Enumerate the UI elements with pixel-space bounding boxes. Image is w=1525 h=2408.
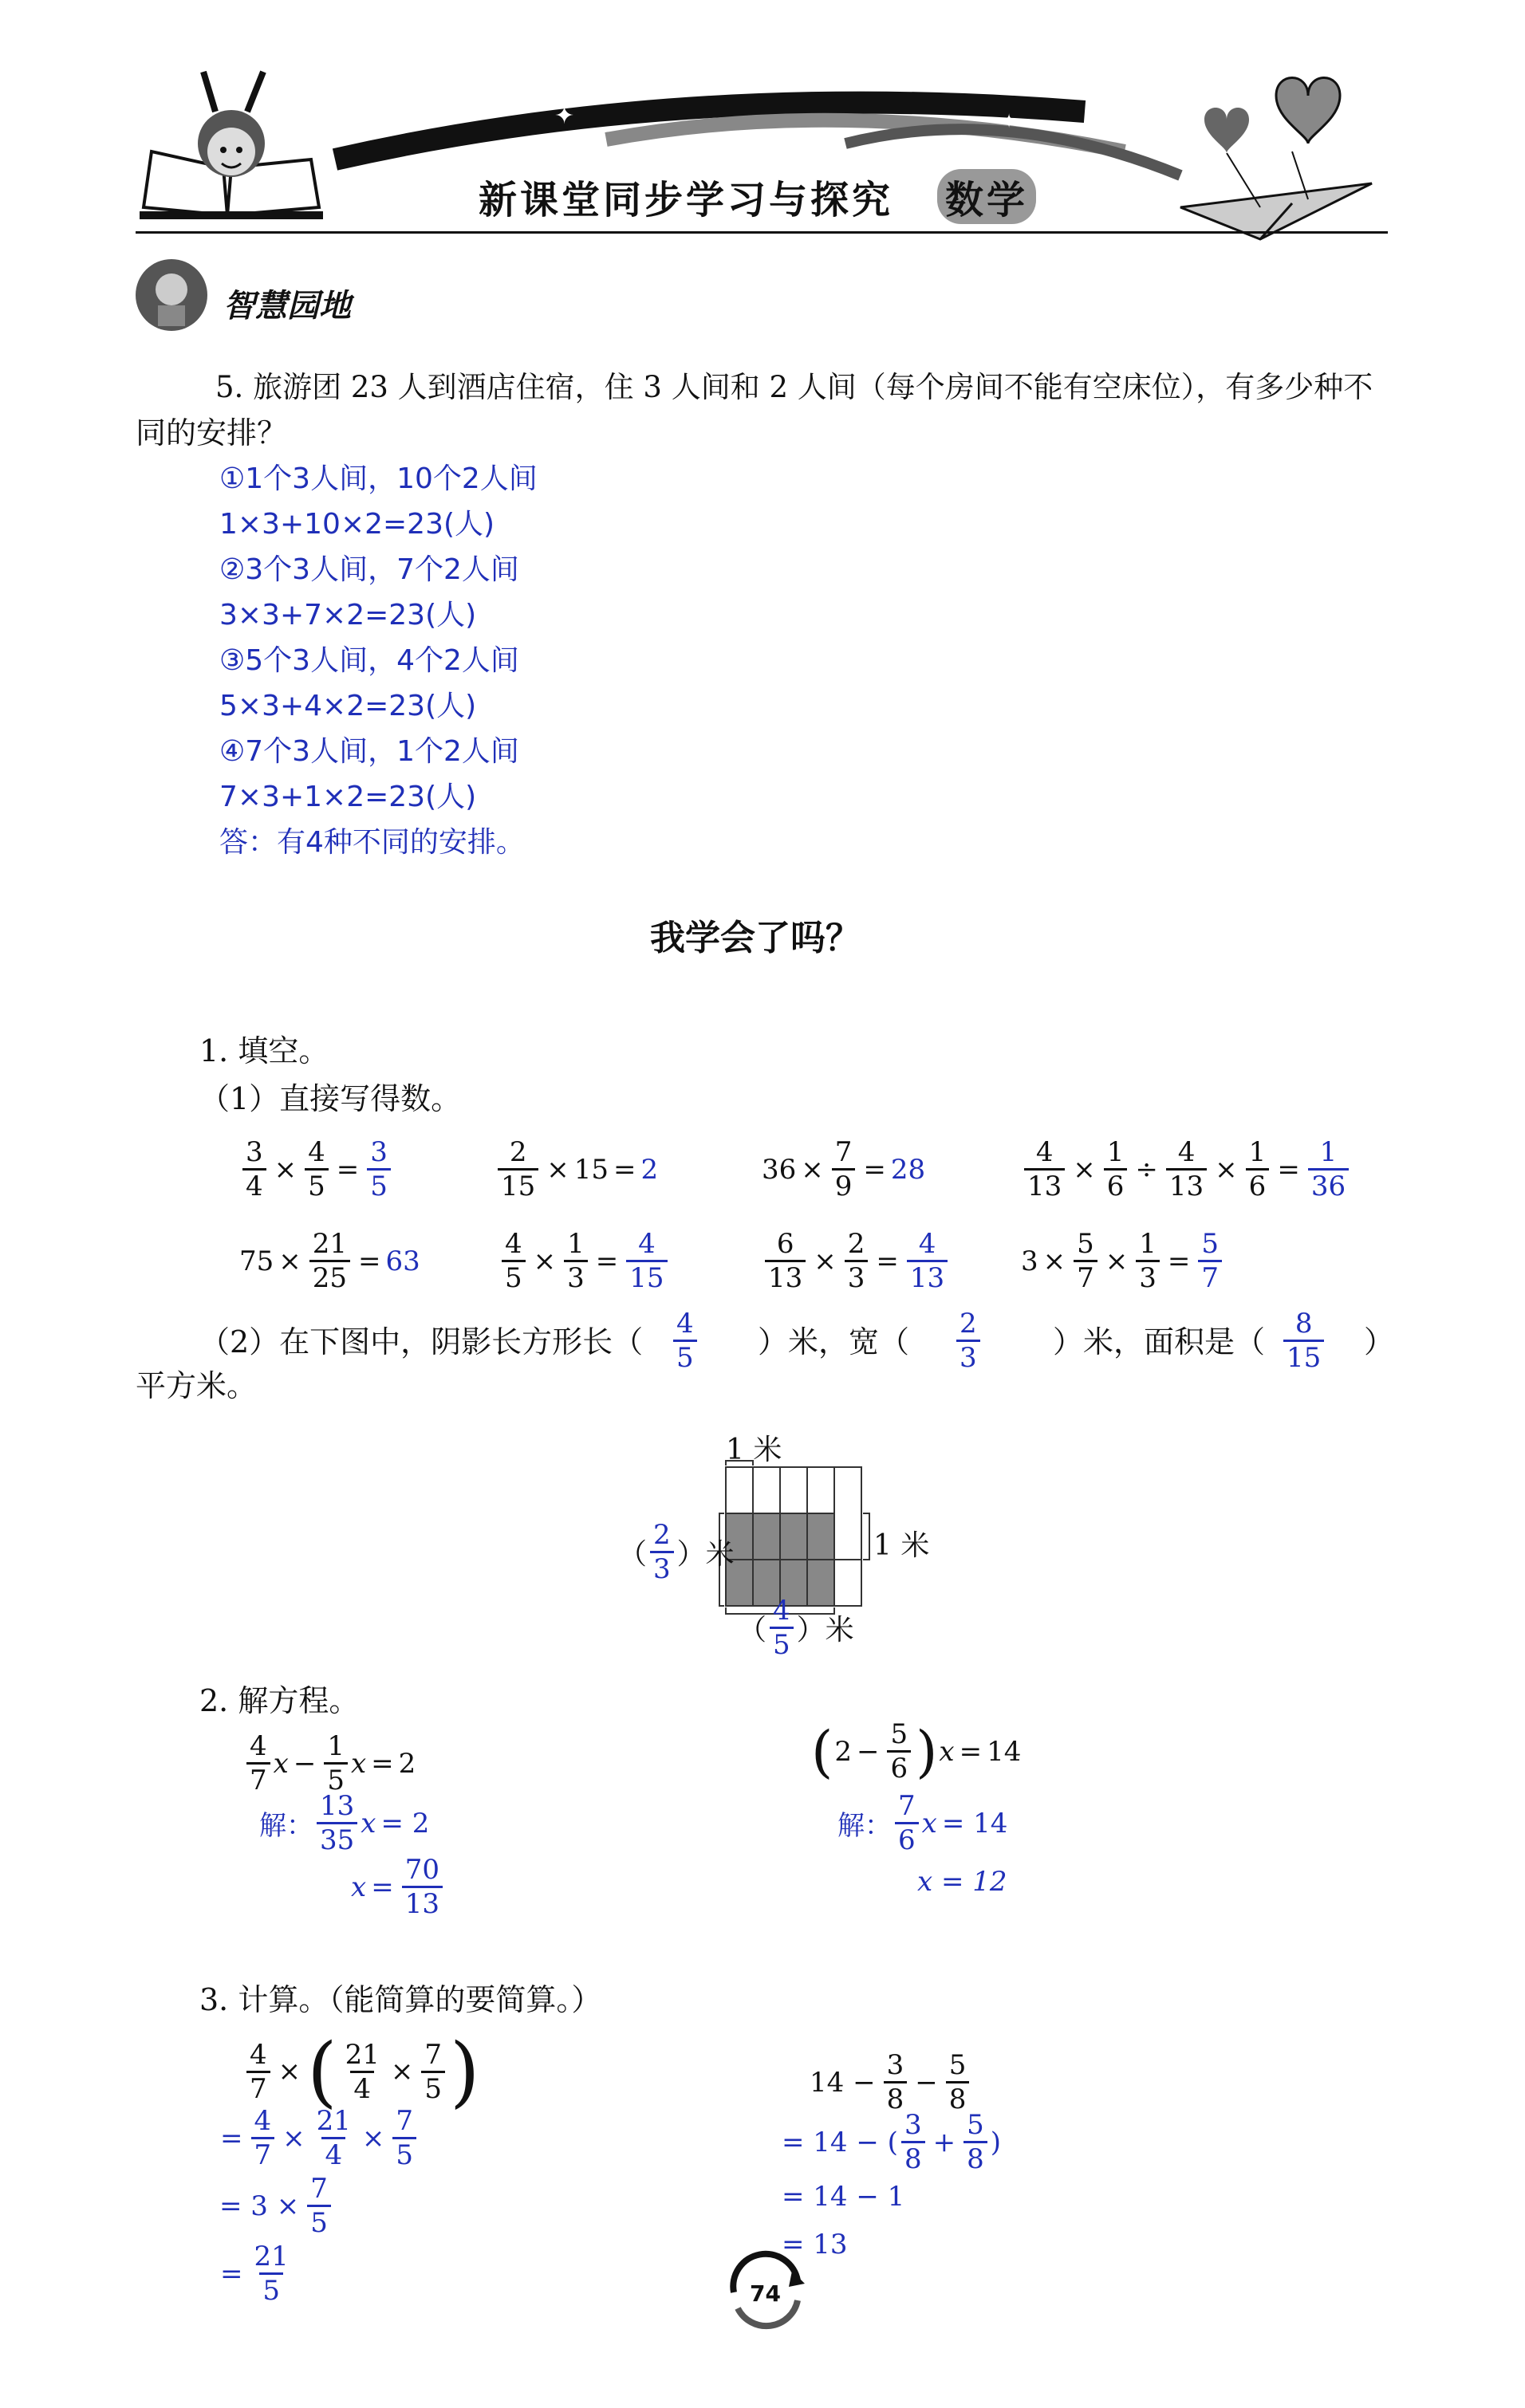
q3-right-line4: = 13 (782, 2229, 848, 2260)
q5-answer-line: ③5个3人间，4个2人间 (219, 644, 519, 677)
eq-3-answer: 28 (890, 1153, 926, 1186)
width-answer: $\frac{2}{3}$ (956, 1308, 980, 1374)
q3-left-line1: $\frac{4}{7}$ × ( $\frac{21}{4}$ × $\frac{7}{5}$ ) (243, 2033, 481, 2110)
eq-3: 36 × $\frac{7}{9}$ = 28 (762, 1136, 926, 1202)
q5-answer-line: 3×3+7×2=23(人) (219, 599, 477, 632)
eq-6-answer: $\frac{4}{15}$ (626, 1228, 667, 1294)
q3-right-line2: = 14 − ( $\frac{3}{8}$ + $\frac{5}{8}$ ) (782, 2109, 1001, 2175)
q1-sub1: （1）直接写得数。 (199, 1081, 462, 1116)
header-rule (136, 231, 1388, 234)
q3-right-line3: = 14 − 1 (782, 2181, 905, 2213)
subject-badge (937, 169, 1036, 224)
figure-top-label: 1 米 (726, 1434, 782, 1466)
eq-4: $\frac{4}{13}$ × $\frac{1}{6}$ ÷ $\frac{4}{13}$ × $\frac{1}{6}$ = $\frac{1}{36}$ (1021, 1136, 1352, 1202)
q1-sub2-line2: 平方米。 (136, 1368, 258, 1403)
q3-left-line2: = $\frac{4}{7}$ × $\frac{21}{4}$ × $\frac{7}{5}$ (215, 2105, 420, 2171)
q1-sub2-text-d: ） (1364, 1324, 1395, 1359)
q1-sub2-text-a: （2）在下图中，阴影长方形长（ (199, 1324, 644, 1359)
q2-left-step1: 解： $\frac{13}{35}$ x = 2 (259, 1790, 430, 1856)
wisdom-icon (136, 259, 207, 331)
q3-left-line3: = 3 × $\frac{7}{5}$ (219, 2173, 334, 2239)
figure-right-label: 1 米 (873, 1529, 930, 1562)
q5-answer-line: 答：有4种不同的安排。 (219, 826, 525, 859)
eq-2-answer: 2 (640, 1153, 659, 1186)
eq-7-answer: $\frac{4}{13}$ (907, 1228, 948, 1294)
q5-answer-line: ④7个3人间，1个2人间 (219, 735, 519, 768)
section2-title: 我学会了吗？ (650, 918, 861, 958)
q2-left-equation: $\frac{4}{7}$ x − $\frac{1}{5}$ x = 2 (243, 1730, 416, 1796)
q5-answers (219, 456, 538, 865)
eq-5: 75 × $\frac{21}{25}$ = 63 (239, 1228, 420, 1294)
q5-answer-line: ②3个3人间，7个2人间 (219, 553, 519, 586)
eq-7: $\frac{6}{13}$ × $\frac{2}{3}$ = $\frac{4}{13}$ (762, 1228, 951, 1294)
q1-sub2-text-b: ）米，宽（ (758, 1324, 910, 1359)
q5-line2: 同的安排？ (136, 415, 288, 451)
page-number: 74 (750, 2280, 781, 2307)
book-title: 新课堂同步学习与探究 (479, 178, 894, 222)
subject-label: 数学 (937, 169, 1036, 224)
area-answer: $\frac{8}{15}$ (1283, 1308, 1324, 1374)
eq-6: $\frac{4}{5}$ × $\frac{1}{3}$ = $\frac{4}{15}$ (498, 1228, 671, 1294)
eq-2: $\frac{2}{15}$ × 15 = 2 (495, 1136, 658, 1202)
q3-right-line1: 14 − $\frac{3}{8}$ − $\frac{5}{8}$ (810, 2049, 972, 2115)
q5-answer-line: ①1个3人间，10个2人间 (219, 462, 538, 495)
eq-5-answer: 63 (385, 1245, 420, 1277)
svg-text:✦: ✦ (554, 102, 575, 130)
figure-left-label: （ $\frac{2}{3}$ ）米 (618, 1519, 735, 1585)
q5-line1: 5. 旅游团 23 人到酒店住宿，住 3 人间和 2 人间（每个房间不能有空床位），有多少种不 (215, 370, 1373, 404)
q2-left-step2: x = $\frac{70}{13}$ (351, 1854, 446, 1920)
q2-title: 2. 解方程。 (199, 1683, 360, 1718)
section-label: 智慧园地 (223, 288, 351, 325)
q1-title: 1. 填空。 (199, 1033, 329, 1068)
q5-answer-line: 1×3+10×2=23(人) (219, 508, 495, 541)
q3-title: 3. 计算。（能简算的要简算。） (199, 1982, 602, 2017)
eq-1-answer: $\frac{3}{5}$ (367, 1136, 391, 1202)
svg-text:✦: ✦ (1001, 110, 1018, 132)
eq-8: 3 × $\frac{5}{7}$ × $\frac{1}{3}$ = $\frac{5}{7}$ (1021, 1228, 1225, 1294)
q2-right-step2: x = 12 (917, 1866, 1007, 1898)
eq-4-answer: $\frac{1}{36}$ (1308, 1136, 1349, 1202)
q5-answer-line: 5×3+4×2=23(人) (219, 690, 477, 722)
q1-sub2-text-c: ）米，面积是（ (1053, 1324, 1266, 1359)
eq-8-answer: $\frac{5}{7}$ (1198, 1228, 1222, 1294)
eq-1: $\frac{3}{4}$ × $\frac{4}{5}$ = $\frac{3}{5}$ (239, 1136, 394, 1202)
q2-right-step1: 解： $\frac{7}{6}$ x = 14 (837, 1790, 1008, 1856)
q5-answer-line: 7×3+1×2=23(人) (219, 781, 477, 813)
length-answer: $\frac{4}{5}$ (673, 1308, 697, 1374)
q2-right-equation: ( 2 − $\frac{5}{6}$ ) x = 14 (811, 1718, 1022, 1784)
figure-bottom-label: （ $\frac{4}{5}$ ）米 (738, 1595, 854, 1661)
q3-left-line4: = $\frac{21}{5}$ (220, 2241, 289, 2307)
